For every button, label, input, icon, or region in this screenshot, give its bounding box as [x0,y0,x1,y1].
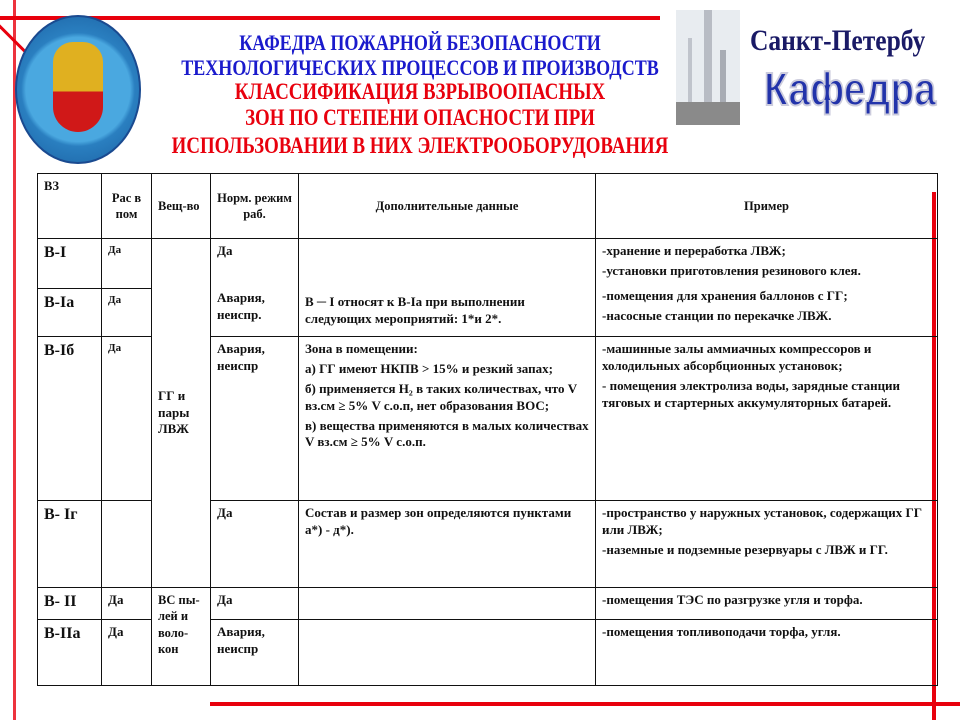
norm-cell: Авария, неиспр [211,620,299,686]
example-text: -машинные залы аммиачных компрессоров и холодильных абсорбционных установок; [602,341,872,373]
title-line-2: ЗОН ПО СТЕПЕНИ ОПАСНОСТИ ПРИ [245,105,595,130]
extra-text: б) применяется Н₂ в таких количествах, что V вз.см ≥ 5% V с.о.п, нет образования ВОС; [305,380,577,413]
extra-cell [299,620,596,686]
norm-cell [211,239,299,337]
header-norm: Норм. режим раб. [211,174,299,239]
substance-cell: ГГ и пары ЛВЖ [152,239,211,588]
ras-cell: Да [102,337,152,501]
substance-cell: ВС пы- лей и воло- кон [152,588,211,686]
header-zone: ВЗ [38,174,102,239]
extra-cell: Состав и размер зон определяются пунктами а*) - д*). [299,501,596,588]
ras-cell: Да [102,289,152,337]
zone-cell: В- II [38,588,102,620]
zone-cell: В- Iг [38,501,102,588]
extra-text: в) вещества применяются в малых количествах V вз.см ≥ 5% V с.о.п. [305,417,589,450]
example-cell: -помещения ТЭС по разгрузке угля и торфа. [596,588,938,620]
example-cell [596,239,938,337]
extra-text: Зона в помещении: [305,341,418,356]
extra-cell [299,337,596,501]
header-ras: Рас в пом [102,174,152,239]
norm-cell: Да [211,588,299,620]
refinery-tower-image [676,10,740,125]
example-text: -насосные станции по перекачке ЛВЖ. [602,307,832,323]
red-line-bottom [210,702,960,706]
zone-cell: В-IIа [38,620,102,686]
header-substance: Вещ-во [152,174,211,239]
example-cell [596,337,938,501]
ras-cell: Да [102,588,152,620]
title-line-3: ИСПОЛЬЗОВАНИИ В НИХ ЭЛЕКТРООБОРУДОВАНИЯ [171,133,669,158]
ras-cell: Да [102,239,152,289]
example-text: -помещения для хранения баллонов с ГГ; [602,287,848,303]
norm-cell: Да [211,501,299,588]
table-row [38,239,938,289]
header-example: Пример [596,174,938,239]
example-text: - помещения электролиза воды, зарядные станции тяговых и стартерных аккумуляторных батарей. [602,377,901,410]
ras-cell [102,501,152,588]
red-line-left [13,0,16,720]
zone-cell: В-Iа [38,289,102,337]
example-cell: -помещения топливоподачи торфа, угля. [596,620,938,686]
zone-cell: В-I [38,239,102,289]
department-line-1: КАФЕДРА ПОЖАРНОЙ БЕЗОПАСНОСТИ [239,30,601,55]
table-row [38,588,938,620]
extra-cell [299,588,596,620]
title-line-1: КЛАССИФИКАЦИЯ ВЗРЫВООПАСНЫХ [234,79,606,104]
university-logo [15,15,141,164]
norm-text: Да [217,243,233,258]
table-header-row [38,174,938,239]
extra-cell: В ─ I относят к В-Iа при выполнении следующих мероприятий: 1*и 2*. [299,239,596,337]
norm-cell: Авария, неиспр [211,337,299,501]
header-extra: Дополнительные данные [299,174,596,239]
example-text: -наземные и подземные резервуары с ЛВЖ и ГГ. [602,541,888,557]
logo-emblem [53,42,103,132]
example-cell [596,501,938,588]
norm-text: Авария, неиспр. [217,289,265,322]
example-text: -пространство у наружных установок, содержащих ГГ или ЛВЖ; [602,505,923,537]
zone-cell: В-Iб [38,337,102,501]
example-text: -установки приготовления резинового клея. [602,262,861,278]
department-line-2: ТЕХНОЛОГИЧЕСКИХ ПРОЦЕССОВ И ПРОИЗВОДСТВ [181,55,659,80]
extra-text: а) ГГ имеют НКПВ > 15% и резкий запах; [305,360,553,376]
city-label: Санкт-Петербу [750,24,926,57]
ras-cell: Да [102,620,152,686]
example-text: -хранение и переработка ЛВЖ; [602,243,786,258]
zone-classification-table [37,173,938,686]
kafedra-label: Кафедра [764,63,936,115]
